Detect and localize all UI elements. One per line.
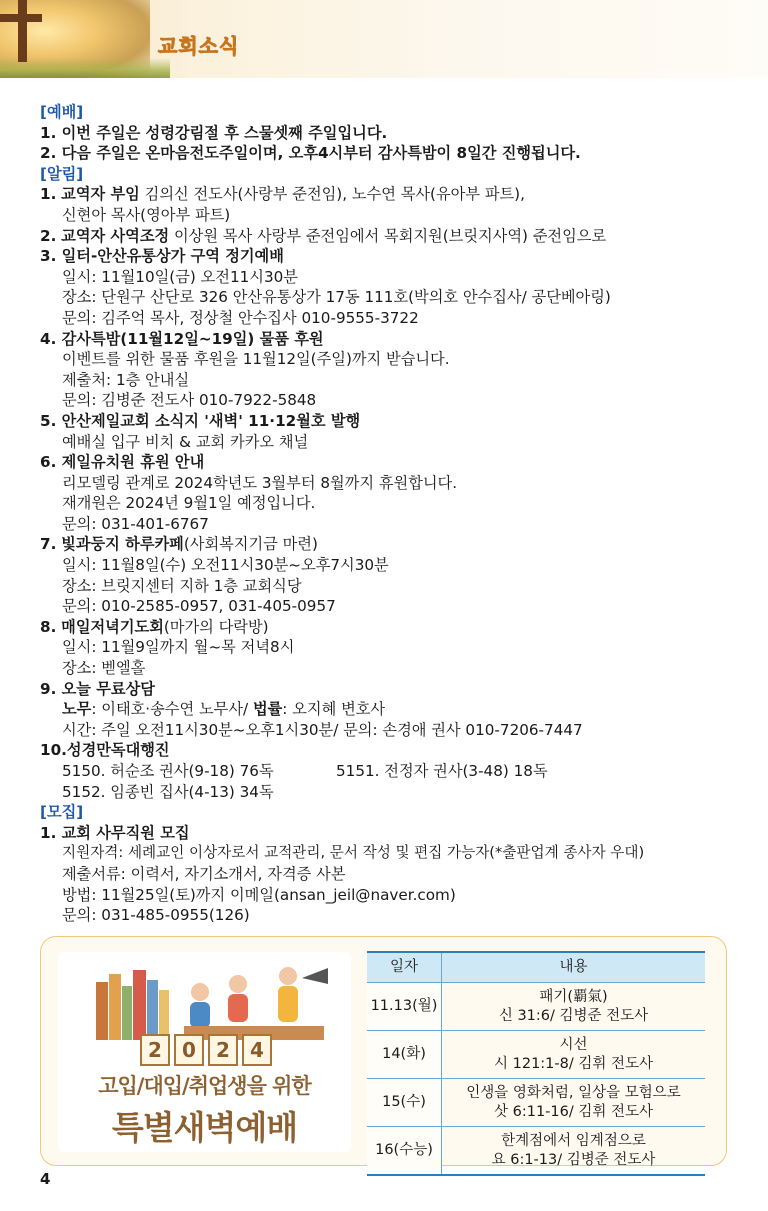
- schedule-content: 패기(覇氣) 신 31:6/ 김병준 전도사: [442, 983, 706, 1031]
- notice-line: 장소: 벧엘홀: [62, 659, 146, 678]
- notice-line: 문의: 031-401-6767: [62, 514, 209, 533]
- notice-10-title: 10.성경만독대행진: [40, 741, 170, 760]
- notice-1: 1. 교역자 부임 김의신 전도사(사랑부 준전임), 노수연 목사(유아부 파트),: [40, 185, 525, 204]
- recruit-line: 지원자격: 세례교인 이상자로서 교적관리, 문서 작성 및 편집 가능자(*출판업계 종사자 우대): [62, 844, 645, 862]
- table-row: [367, 983, 705, 1031]
- year-digit: 2: [140, 1034, 170, 1066]
- notice-line: 일시: 11월8일(수) 오전11시30분~오후7시30분: [62, 556, 389, 575]
- notice-line: 장소: 브릿지센터 지하 1층 교회식당: [62, 576, 302, 595]
- recruit-title: 1. 교회 사무직원 모집: [40, 823, 190, 842]
- notice-line: 일시: 11월10일(금) 오전11시30분: [62, 267, 298, 286]
- table-row: [367, 1031, 705, 1079]
- year-digit: 4: [242, 1034, 272, 1066]
- reading-row: 5150. 허순조 권사(9-18) 76독 5151. 전정자 권사(3-48) 18독: [62, 762, 548, 780]
- column-header-content: 내용: [442, 952, 706, 983]
- column-header-date: 일자: [367, 952, 442, 983]
- worship-line: 2. 다음 주일은 온마음전도주일이며, 오후4시부터 감사특밤이 8일간 진행됩니다.: [40, 144, 581, 163]
- schedule-date: 11.13(월): [367, 983, 442, 1031]
- schedule-date: 14(화): [367, 1031, 442, 1079]
- year-digit: 2: [208, 1034, 238, 1066]
- notice-6-title: 6. 제일유치원 휴원 안내: [40, 453, 205, 472]
- page-header: [0, 0, 768, 78]
- recruit-line: 제출서류: 이력서, 자기소개서, 자격증 사본: [62, 864, 346, 883]
- schedule-content: 시선 시 121:1-8/ 김휘 전도사: [442, 1031, 706, 1079]
- notice-7-title: 7. 빛과둥지 하루카페(사회복지기금 마련): [40, 535, 318, 554]
- notice-line: 재개원은 2024년 9월1일 예정입니다.: [62, 494, 316, 513]
- cross-icon: [18, 0, 27, 62]
- section-heading-worship: [예배]: [40, 103, 84, 121]
- table-row: [367, 1127, 705, 1176]
- notice-1-cont: 신현아 목사(영아부 파트): [62, 205, 231, 224]
- poster-subtitle: 고입/대입/취업생을 위한: [98, 1074, 311, 1098]
- schedule-content: 한계점에서 임계점으로 요 6:1-13/ 김병준 전도사: [442, 1127, 706, 1176]
- poster-title: 특별새벽예배: [111, 1108, 298, 1147]
- notice-line: 장소: 단원구 산단로 326 안산유통상가 17동 111호(박의호 안수집사/ 공단베아링): [62, 288, 611, 307]
- schedule-table: [367, 951, 705, 1176]
- section-heading-notices: [알림]: [40, 164, 84, 183]
- notice-line: 일시: 11월9일까지 월~목 저녁8시: [62, 638, 295, 657]
- reading-row: 5152. 임종빈 집사(4-13) 34독: [62, 782, 274, 801]
- books-illustration: [88, 962, 328, 1042]
- notice-8-title: 8. 매일저녁기도회(마가의 다락방): [40, 617, 269, 636]
- notice-line: 문의: 010-2585-0957, 031-405-0957: [62, 597, 336, 616]
- schedule-date: 15(수): [367, 1079, 442, 1127]
- notice-4-title: 4. 감사특밤(11월12일~19일) 물품 후원: [40, 329, 324, 348]
- cross-icon-bar: [0, 14, 42, 22]
- section-heading-recruit: [모집]: [40, 803, 84, 822]
- schedule-content: 인생을 영화처럼, 일상을 모험으로 삿 6:11-16/ 김휘 전도사: [442, 1079, 706, 1127]
- notice-line: 시간: 주일 오전11시30분~오후1시30분/ 문의: 손경애 권사 010-7206-7447: [62, 720, 583, 739]
- table-header-row: [367, 952, 705, 983]
- year-badge: [140, 1034, 272, 1066]
- page-number: 4: [40, 1170, 51, 1188]
- notice-5-title: 5. 안산제일교회 소식지 '새벽' 11·12월호 발행: [40, 411, 361, 430]
- table-row: [367, 1079, 705, 1127]
- year-digit: 0: [174, 1034, 204, 1066]
- notice-line: 문의: 김주억 목사, 정상철 안수집사 010-9555-3722: [62, 308, 419, 327]
- notice-line: 예배실 입구 비치 & 교회 카카오 채널: [62, 432, 309, 451]
- dawn-service-poster: [58, 952, 351, 1152]
- notice-line: 노무: 이태호·송수연 노무사/ 법률: 오지혜 변호사: [62, 700, 386, 719]
- notice-line: 제출처: 1층 안내실: [62, 370, 190, 389]
- news-content: [40, 102, 740, 926]
- notice-9-title: 9. 오늘 무료상담: [40, 679, 155, 698]
- header-title: 교회소식: [158, 34, 240, 58]
- dawn-service-box: [40, 936, 727, 1166]
- recruit-line: 문의: 031-485-0955(126): [62, 906, 250, 925]
- notice-line: 리모델링 관계로 2024학년도 3월부터 8월까지 휴원합니다.: [62, 473, 458, 492]
- schedule-date: 16(수능): [367, 1127, 442, 1176]
- notice-line: 문의: 김병준 전도사 010-7922-5848: [62, 391, 317, 410]
- notice-line: 이벤트를 위한 물품 후원을 11월12일(주일)까지 받습니다.: [62, 350, 450, 369]
- worship-line: 1. 이번 주일은 성령강림절 후 스물셋째 주일입니다.: [40, 123, 388, 142]
- notice-3-title: 3. 일터-안산유통상가 구역 정기예배: [40, 247, 284, 266]
- notice-2: 2. 교역자 사역조정 이상원 목사 사랑부 준전임에서 목회지원(브릿지사역) 준전임으로: [40, 226, 607, 245]
- recruit-line: 방법: 11월25일(토)까지 이메일(ansan_jeil@naver.com): [62, 885, 456, 904]
